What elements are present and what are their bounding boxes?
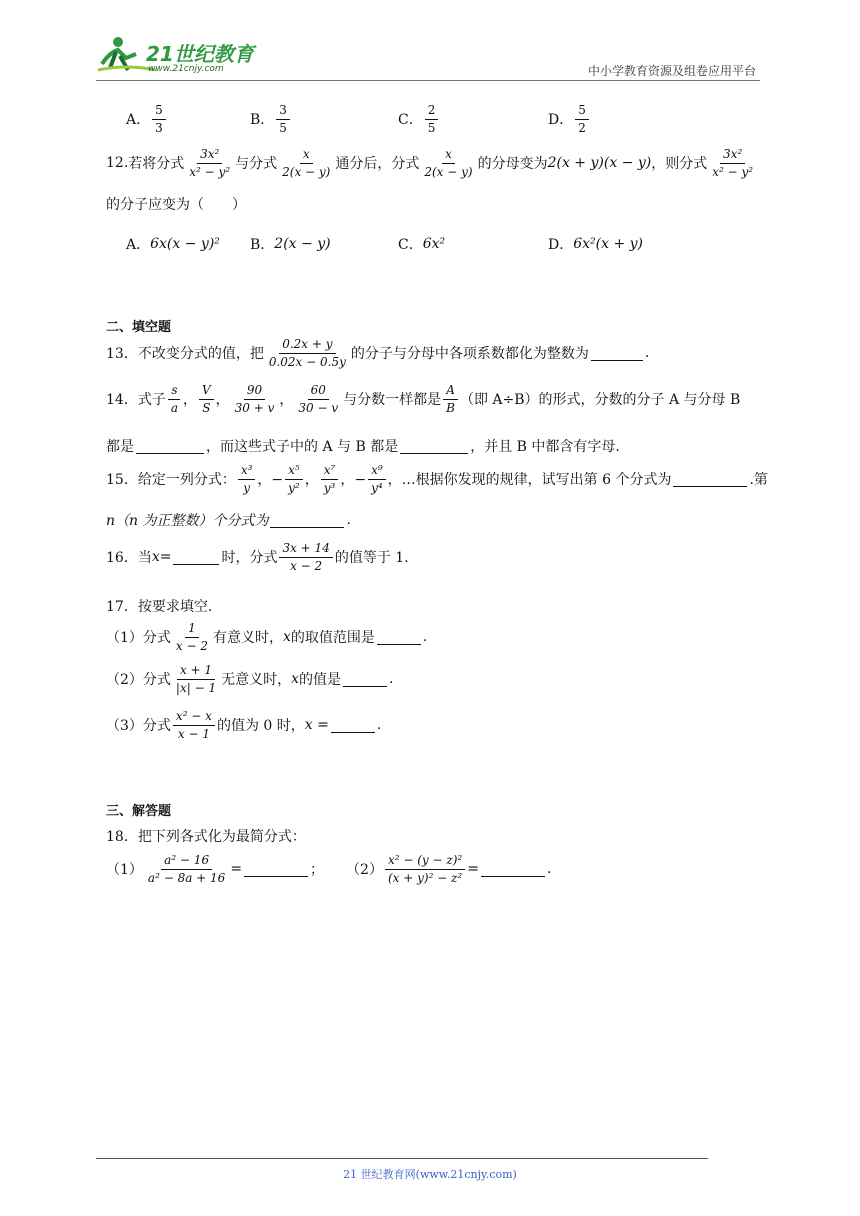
q16: 16．当 x= 时，分式 $\frac{3x + 14}{x - 2}$ 的值等于 1. bbox=[106, 541, 409, 573]
q16-answer-blank[interactable] bbox=[173, 550, 219, 565]
q14-answer-blank-1[interactable] bbox=[136, 439, 204, 454]
logo-title: 21世纪教育 bbox=[146, 42, 254, 66]
q12-option-a: A． 6x(x − y)² bbox=[126, 236, 220, 253]
q17-3-answer-blank[interactable] bbox=[331, 718, 375, 733]
q14-line2: 都是 ，而这些式子中的 A 与 B 都是 ，并且 B 中都含有字母. bbox=[106, 439, 620, 455]
q17-2-answer-blank[interactable] bbox=[343, 672, 387, 687]
q12-stem: 12. 若将分式 $\frac{\text{3x²}}{\text{x² − y²}}$ 与分式 $\frac{x}{2(x - y)}$ 通分后，分式 $\frac{x}{2(x - y)}$ 的分母变为 2(x + y)(x − y) ，则分式 $\frac{\text{3x²}}{\text{x² − y²}}$ bbox=[106, 147, 754, 179]
q18-title: 18．把下列各式化为最简分式： bbox=[106, 829, 306, 845]
footer-divider bbox=[96, 1158, 708, 1159]
footer-link[interactable]: 21 世纪教育网(www.21cnjy.com) bbox=[343, 1168, 517, 1181]
q13: 13．不改变分式的值，把 $\frac{0.2x + y}{0.02x - 0.5y}$ 的分子与分母中各项系数都化为整数为 . bbox=[106, 337, 650, 369]
q14: 14．式子 $\frac{s}{a}$ ， $\frac{V}{S}$ ， $\frac{90}{30 + v}$ ， $\frac{60}{30 - v}$ 与分数一样都是 $\frac{A}{B}$ （即 A÷B）的形式，分数的分子 A 与分母 B bbox=[106, 383, 741, 415]
q11-option-c: C． $\frac{2}{5}$ bbox=[398, 104, 440, 134]
q12-stem-line2: 的分子应变为（ ） bbox=[106, 197, 246, 213]
header-platform-text: 中小学教育资源及组卷应用平台 bbox=[587, 64, 756, 78]
q13-answer-blank[interactable] bbox=[591, 346, 643, 361]
q15-answer-blank-1[interactable] bbox=[673, 472, 747, 487]
q17-part1: （1）分式 $\frac{1}{x - 2}$ 有意义时， x 的取值范围是 . bbox=[106, 621, 428, 653]
q17-1-answer-blank[interactable] bbox=[377, 630, 421, 645]
q17-part3: （3）分式 $\frac{\text{x² − x}}{x - 1}$ 的值为 0 时， x = . bbox=[106, 709, 382, 741]
q15-line2: n（n 为正整数）个分式为 . bbox=[106, 512, 351, 529]
q12-option-b: B． 2(x − y) bbox=[250, 236, 331, 253]
q17-title: 17．按要求填空. bbox=[106, 599, 213, 615]
q12-option-d: D． 6x²(x + y) bbox=[548, 236, 644, 253]
q11-option-d: D． $\frac{5}{2}$ bbox=[548, 104, 591, 134]
header-divider bbox=[96, 80, 760, 81]
q11-option-b: B． $\frac{3}{5}$ bbox=[250, 104, 292, 134]
q17-part2: （2）分式 $\frac{x + 1}{|x| - 1}$ 无意义时， x 的值是 . bbox=[106, 663, 394, 695]
q11-option-a: A． $\frac{5}{3}$ bbox=[126, 104, 168, 134]
q18-2-answer-blank[interactable] bbox=[481, 862, 545, 877]
q15: 15．给定一列分式： $\frac{\text{x³}}{y}$ ，− $\frac{\text{x⁵}}{\text{y²}}$ ， $\frac{\text{x⁷}}{\text{y³}}$ ，− $\frac{\text{x⁹}}{\text{y⁴}}$ ，…根据你发现的规律，试写出第 6 个分式为 .第 bbox=[106, 463, 768, 495]
q18-parts: （1） $\frac{\text{a² − 16}}{\text{a² − 8a + 16}}$ = ； （2） $\frac{\text{x² − (y − z)²}}{\text{(x + y)² − z²}}$ = . bbox=[106, 853, 552, 885]
q18-1-answer-blank[interactable] bbox=[244, 862, 308, 877]
q12-option-c: C． 6x² bbox=[398, 236, 446, 253]
logo-url: www.21cnjy.com bbox=[148, 64, 224, 74]
section-fill-in-title: 二、填空题 bbox=[106, 320, 172, 335]
q14-answer-blank-2[interactable] bbox=[400, 439, 468, 454]
q15-answer-blank-2[interactable] bbox=[270, 513, 344, 528]
section-answer-title: 三、解答题 bbox=[106, 804, 172, 819]
